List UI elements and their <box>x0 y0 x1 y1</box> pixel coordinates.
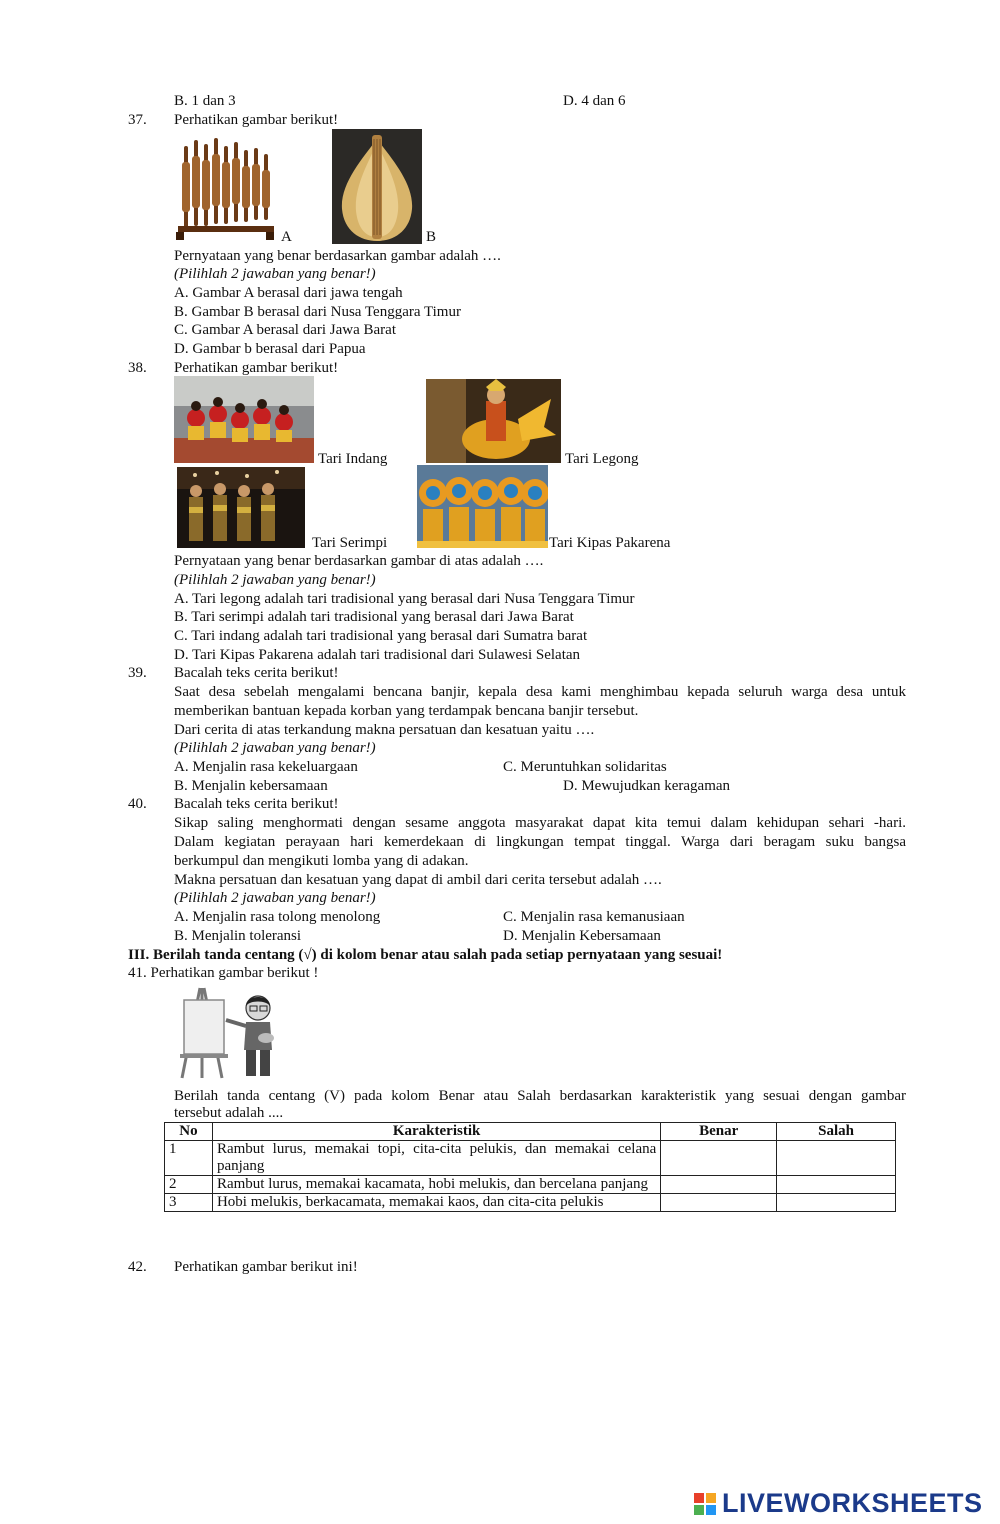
q37-option-a: A. Gambar A berasal dari jawa tengah <box>174 285 403 301</box>
header-salah: Salah <box>777 1123 896 1141</box>
q39-option-c: C. Meruntuhkan solidaritas <box>503 759 667 775</box>
q40-option-a: A. Menjalin rasa tolong menolong <box>174 909 381 925</box>
q37-option-d: D. Gambar b berasal dari Papua <box>174 341 366 357</box>
table-row <box>165 1141 896 1176</box>
q40-text-line3: berkumpul dan mengikuti lomba yang di adakan. <box>174 853 469 869</box>
q41-instruction-line1: Berilah tanda centang (V) pada kolom Benar atau Salah berdasarkan karakteristik yang sesuai dengan gambar <box>174 1088 906 1104</box>
brand-name: LIVEWORKSHEETS <box>722 1488 983 1518</box>
q42-prompt: Perhatikan gambar berikut ini! <box>174 1259 358 1275</box>
q39-number: 39. <box>128 665 147 681</box>
q38-hint: (Pilihlah 2 jawaban yang benar!) <box>174 572 376 588</box>
tari-legong-image <box>426 379 561 463</box>
row-number: 2 <box>165 1176 213 1194</box>
tari-kipas-pakarena-image <box>417 465 548 548</box>
q39-option-a: A. Menjalin rasa kekeluargaan <box>174 759 358 775</box>
section-3-heading: III. Berilah tanda centang (√) di kolom benar atau salah pada setiap pernyataan yang sesuai! <box>128 947 723 963</box>
q39-option-d: D. Mewujudkan keragaman <box>563 778 731 794</box>
q37-number: 37. <box>128 112 147 128</box>
benar-cell[interactable] <box>661 1194 777 1212</box>
q38-caption-indang: Tari Indang <box>318 451 388 467</box>
q39-text-line3: Dari cerita di atas terkandung makna persatuan dan kesatuan yaitu …. <box>174 722 595 738</box>
header-no: No <box>165 1123 213 1141</box>
q40-prompt: Bacalah teks cerita berikut! <box>174 796 339 812</box>
tari-indang-image <box>174 376 314 463</box>
benar-cell[interactable] <box>661 1141 777 1176</box>
q38-caption-legong: Tari Legong <box>565 451 639 467</box>
salah-cell[interactable] <box>777 1176 896 1194</box>
salah-cell[interactable] <box>777 1194 896 1212</box>
row-characteristic: Rambut lurus, memakai topi, cita-cita pelukis, dan memakai celana panjang <box>212 1141 660 1176</box>
row-number: 3 <box>165 1194 213 1212</box>
q36-option-d: D. 4 dan 6 <box>563 93 626 109</box>
q38-caption-kipas-pakarena: Tari Kipas Pakarena <box>549 535 671 551</box>
q40-option-d: D. Menjalin Kebersamaan <box>503 928 661 944</box>
q38-option-a: A. Tari legong adalah tari tradisional yang berasal dari Nusa Tenggara Timur <box>174 591 635 607</box>
q38-option-d: D. Tari Kipas Pakarena adalah tari tradisional dari Sulawesi Selatan <box>174 647 581 663</box>
boy-painting-image <box>174 984 286 1082</box>
q41-table <box>164 1122 896 1212</box>
q38-caption-serimpi: Tari Serimpi <box>312 535 388 551</box>
sasando-image <box>332 129 422 244</box>
q39-option-b: B. Menjalin kebersamaan <box>174 778 328 794</box>
row-characteristic: Rambut lurus, memakai kacamata, hobi melukis, dan bercelana panjang <box>212 1176 660 1194</box>
angklung-image <box>174 134 278 242</box>
header-benar: Benar <box>661 1123 777 1141</box>
q40-hint: (Pilihlah 2 jawaban yang benar!) <box>174 890 376 906</box>
q37-hint: (Pilihlah 2 jawaban yang benar!) <box>174 266 376 282</box>
q38-statement: Pernyataan yang benar berdasarkan gambar di atas adalah …. <box>174 553 544 569</box>
q37-option-b: B. Gambar B berasal dari Nusa Tenggara Timur <box>174 304 461 320</box>
q37-prompt: Perhatikan gambar berikut! <box>174 112 339 128</box>
q36-option-b: B. 1 dan 3 <box>174 93 236 109</box>
q42-number: 42. <box>128 1259 147 1275</box>
q39-hint: (Pilihlah 2 jawaban yang benar!) <box>174 740 376 756</box>
q38-prompt: Perhatikan gambar berikut! <box>174 360 339 376</box>
q38-option-c: C. Tari indang adalah tari tradisional yang berasal dari Sumatra barat <box>174 628 588 644</box>
table-row <box>165 1194 896 1212</box>
q40-number: 40. <box>128 796 147 812</box>
salah-cell[interactable] <box>777 1141 896 1176</box>
benar-cell[interactable] <box>661 1176 777 1194</box>
table-header-row <box>165 1123 896 1141</box>
q41-prompt: 41. Perhatikan gambar berikut ! <box>128 965 319 981</box>
q37-image-a-label: A <box>281 229 292 245</box>
q38-number: 38. <box>128 360 147 376</box>
q40-text-line4: Makna persatuan dan kesatuan yang dapat di ambil dari cerita tersebut adalah …. <box>174 872 662 888</box>
q38-option-b: B. Tari serimpi adalah tari tradisional yang berasal dari Jawa Barat <box>174 609 574 625</box>
row-number: 1 <box>165 1141 213 1176</box>
q39-text-line1: Saat desa sebelah mengalami bencana banjir, kepala desa kami menghimbau kepada seluruh warga desa untuk <box>174 684 906 700</box>
q40-text-line1: Sikap saling menghormati dengan sesame anggota masyarakat dapat kita temui dalam kehidupan sehari -hari. <box>174 815 906 831</box>
table-row <box>165 1176 896 1194</box>
q39-prompt: Bacalah teks cerita berikut! <box>174 665 339 681</box>
q40-text-line2: Dalam kegiatan perayaan hari kemerdekaan di lingkungan tempat tinggal. Warga dari beragam suku bangsa <box>174 834 906 850</box>
row-characteristic: Hobi melukis, berkacamata, memakai kaos, dan cita-cita pelukis <box>212 1194 660 1212</box>
header-karakteristik: Karakteristik <box>212 1123 660 1141</box>
q40-option-c: C. Menjalin rasa kemanusiaan <box>503 909 685 925</box>
q39-text-line2: memberikan bantuan kepada korban yang terdampak bencana banjir tersebut. <box>174 703 639 719</box>
q40-option-b: B. Menjalin toleransi <box>174 928 302 944</box>
q37-statement: Pernyataan yang benar berdasarkan gambar adalah …. <box>174 248 501 264</box>
q37-option-c: C. Gambar A berasal dari Jawa Barat <box>174 322 397 338</box>
tari-serimpi-image <box>177 467 305 548</box>
q37-image-b-label: B <box>426 229 437 245</box>
q41-instruction-line2: tersebut adalah .... <box>174 1105 284 1121</box>
liveworksheets-logo-icon <box>694 1493 716 1515</box>
liveworksheets-logo <box>694 1488 983 1519</box>
